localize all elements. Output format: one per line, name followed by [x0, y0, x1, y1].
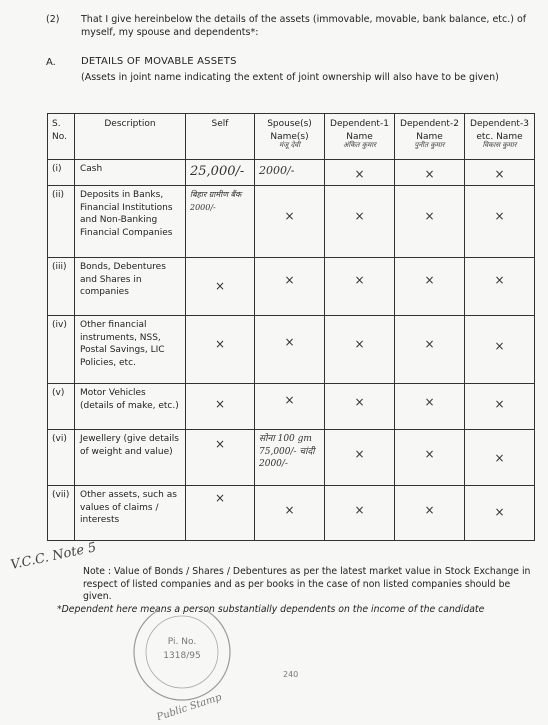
spouse-value: ×	[284, 335, 295, 349]
header-dependent-2-label: Dependent-2 Name	[400, 119, 459, 142]
row-spouse	[255, 384, 325, 430]
table-row	[48, 186, 535, 258]
movable-assets-table	[47, 113, 535, 541]
table-row	[48, 258, 535, 316]
row-dep1	[325, 486, 395, 541]
row-dep2	[395, 186, 465, 258]
row-dep3	[465, 316, 535, 384]
footnote-text: Note : Value of Bonds / Shares / Debentures as per the latest market value in Stock Exchange in respect of listed companies and as per books in the case of non listed companies should be given.	[83, 566, 531, 603]
table-row	[48, 160, 535, 186]
self-value: 25,000/-	[190, 164, 245, 179]
spouse-value: ×	[284, 273, 295, 287]
dep1-value: ×	[354, 209, 365, 223]
stamp-line-1: Pi. No.	[167, 637, 197, 647]
self-value: ×	[214, 337, 226, 351]
dep1-value: ×	[354, 447, 365, 461]
row-dep3	[465, 384, 535, 430]
dep2-value: ×	[424, 503, 435, 517]
stamp-line-3: Public Stamp	[155, 691, 224, 720]
row-self	[186, 160, 255, 186]
row-dep1	[325, 316, 395, 384]
dep3-value: ×	[494, 339, 505, 353]
row-self	[186, 258, 255, 316]
row-dep2	[395, 486, 465, 541]
header-self: Self	[186, 114, 255, 160]
stamp-seal-icon	[120, 610, 250, 720]
row-spouse	[255, 430, 325, 486]
spouse-value: ×	[284, 503, 295, 517]
dep2-value: ×	[424, 167, 435, 181]
row-description: Other financial instruments, NSS, Postal Savings, LIC Policies, etc.	[75, 316, 186, 384]
dep1-value: ×	[354, 395, 365, 409]
row-description: Bonds, Debentures and Shares in companies	[75, 258, 186, 316]
header-spouse	[255, 114, 325, 160]
row-dep2	[395, 316, 465, 384]
row-dep3	[465, 486, 535, 541]
dep3-value: ×	[494, 505, 505, 519]
header-dependent-3-label: Dependent-3 etc. Name	[470, 119, 529, 142]
table-row	[48, 486, 535, 541]
header-dependent-1-handwriting: अंकित कुमार	[343, 141, 376, 150]
stamp-line-2: 1318/95	[163, 651, 201, 661]
header-spouse-label: Spouse(s) Name(s)	[267, 119, 312, 142]
section-note: (Assets in joint name indicating the extent of joint ownership will also have to be given)	[81, 72, 499, 83]
self-value: ×	[214, 397, 226, 411]
self-value: ×	[214, 437, 226, 451]
row-self	[186, 486, 255, 541]
header-spouse-handwriting: मंजू देवी	[278, 141, 301, 150]
dep2-value: ×	[424, 395, 435, 409]
self-value: ×	[214, 279, 226, 293]
row-description: Deposits in Banks, Financial Institutions and Non-Banking Financial Companies	[75, 186, 186, 258]
row-dep1	[325, 258, 395, 316]
row-sno: (i)	[48, 160, 75, 186]
dep1-value: ×	[354, 337, 365, 351]
row-spouse	[255, 316, 325, 384]
dep1-value: ×	[354, 273, 365, 287]
row-dep3	[465, 186, 535, 258]
table-row	[48, 430, 535, 486]
dep1-value: ×	[354, 167, 365, 181]
dep3-value: ×	[494, 209, 505, 223]
row-sno: (vi)	[48, 430, 75, 486]
header-dependent-3-handwriting: विकास कुमार	[482, 141, 517, 150]
table-header-row	[48, 114, 535, 160]
row-description: Jewellery (give details of weight and value)	[75, 430, 186, 486]
row-dep1	[325, 160, 395, 186]
row-spouse	[255, 160, 325, 186]
header-dependent-2-handwriting: पुनीत कुमार	[414, 141, 445, 150]
row-dep3	[465, 430, 535, 486]
dep3-value: ×	[494, 273, 505, 287]
intro-number: (2)	[46, 14, 60, 25]
row-dep1	[325, 384, 395, 430]
row-dep2	[395, 258, 465, 316]
row-self	[186, 186, 255, 258]
row-spouse	[255, 486, 325, 541]
self-value: बिहार ग्रामीण बैंक 2000/-	[190, 190, 242, 212]
row-sno: (iii)	[48, 258, 75, 316]
dep3-value: ×	[494, 167, 505, 181]
row-sno: (ii)	[48, 186, 75, 258]
row-sno: (vii)	[48, 486, 75, 541]
row-dep3	[465, 258, 535, 316]
dependent-note: *Dependent here means a person substantially dependents on the income of the candidate	[57, 604, 485, 615]
header-dependent-1-label: Dependent-1 Name	[330, 119, 389, 142]
page-number: 240	[283, 670, 299, 679]
spouse-value: ×	[284, 209, 295, 223]
row-description: Other assets, such as values of claims / interests	[75, 486, 186, 541]
dep1-value: ×	[354, 503, 365, 517]
dep3-value: ×	[494, 451, 505, 465]
header-dependent-1	[325, 114, 395, 160]
dep3-value: ×	[494, 397, 505, 411]
row-dep3	[465, 160, 535, 186]
header-sno: S. No.	[48, 114, 75, 160]
row-dep2	[395, 384, 465, 430]
row-spouse	[255, 186, 325, 258]
row-self	[186, 384, 255, 430]
dep2-value: ×	[424, 209, 435, 223]
row-description: Cash	[75, 160, 186, 186]
row-dep1	[325, 186, 395, 258]
row-spouse	[255, 258, 325, 316]
row-self	[186, 430, 255, 486]
section-letter: A.	[46, 57, 56, 68]
row-description: Motor Vehicles (details of make, etc.)	[75, 384, 186, 430]
dep2-value: ×	[424, 447, 435, 461]
row-self	[186, 316, 255, 384]
dep2-value: ×	[424, 337, 435, 351]
row-dep2	[395, 160, 465, 186]
table-row	[48, 384, 535, 430]
self-value: ×	[214, 491, 226, 505]
row-dep2	[395, 430, 465, 486]
intro-text: That I give hereinbelow the details of the assets (immovable, movable, bank balance, etc.) of myself, my spouse and dependents*:	[81, 14, 527, 38]
notary-stamp	[120, 610, 250, 720]
section-title: DETAILS OF MOVABLE ASSETS	[81, 56, 237, 67]
header-dependent-3	[465, 114, 535, 160]
spouse-value: सोना 100 gm 75,000/- चांदी 2000/-	[259, 434, 315, 470]
row-dep1	[325, 430, 395, 486]
header-description: Description	[75, 114, 186, 160]
dep2-value: ×	[424, 273, 435, 287]
header-dependent-2	[395, 114, 465, 160]
row-sno: (v)	[48, 384, 75, 430]
spouse-value: ×	[284, 393, 295, 407]
spouse-value: 2000/-	[259, 164, 295, 177]
table-row	[48, 316, 535, 384]
handwritten-annotation: V.C.C. Note 5	[9, 540, 98, 573]
row-sno: (iv)	[48, 316, 75, 384]
